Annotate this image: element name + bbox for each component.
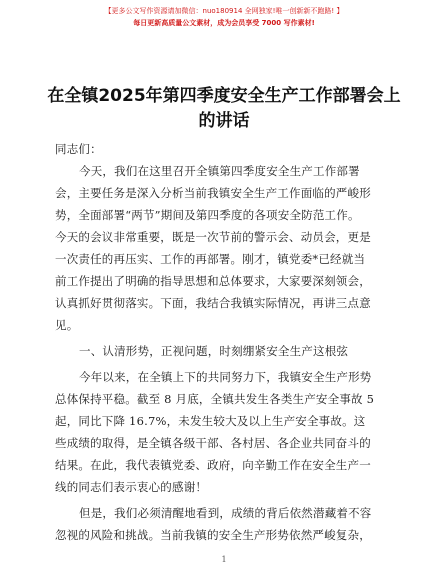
paragraph-2-line: 今年以来，在全镇上下的共同努力下，我镇安全生产形势	[79, 370, 372, 384]
paragraph-1-line: 今天的会议非常重要，既是一次节前的警示会、动员会，更是	[55, 230, 371, 244]
paragraph-1-line: 前工作提出了明确的指导思想和总体要求，大家要深刻领会，	[55, 274, 371, 288]
paragraph-1-line: 见。	[55, 318, 79, 332]
paragraph-1-line: 会，主要任务是深入分析当前我镇安全生产工作面临的严峻形	[55, 186, 371, 200]
promo-banner-line-2: 每日更新高质量公文素材，成为会员享受 7000 写作素材!	[133, 19, 315, 27]
section-heading: 一、认清形势，正视问题，时刻绷紧安全生产这根弦	[79, 344, 349, 358]
page-number: 1	[221, 555, 227, 564]
paragraph-1-line: 势，全面部署“两节”期间及第四季度的各项安全防范工作。	[55, 208, 360, 222]
paragraph-1-line: 今天，我们在这里召开全镇第四季度安全生产工作部署	[79, 164, 360, 178]
paragraph-3-line: 但是，我们必须清醒地看到，成绩的背后依然潜藏着不容	[79, 506, 372, 520]
paragraph-2-line: 起，同比下降 16.7%，未发生较大及以上生产安全事故。这	[55, 414, 366, 428]
paragraph-3-line: 忽视的风险和挑战。当前我镇的安全生产形势依然严峻复杂，	[55, 528, 371, 542]
salutation: 同志们：	[55, 142, 102, 156]
title-line-2: 的讲话	[198, 111, 250, 131]
paragraph-2-line: 些成绩的取得，是全镇各级干部、各村居、各企业共同奋斗的	[55, 436, 371, 450]
paragraph-1-line: 一次责任的再压实、工作的再部署。刚才，镇党委*已经就当	[55, 252, 366, 266]
document-body	[55, 0, 395, 580]
paragraph-1-line: 认真抓好贯彻落实。下面，我结合我镇实际情况，再讲三点意	[55, 296, 371, 310]
paragraph-2-line: 线的同志们表示衷心的感谢！	[55, 480, 208, 494]
title-line-1: 在全镇2025年第四季度安全生产工作部署会上	[47, 86, 401, 106]
paragraph-2-line: 总体保持平稳。截至 8 月底，全镇共发生各类生产安全事故 5	[55, 392, 375, 406]
paragraph-2-line: 结果。在此，我代表镇党委、政府，向辛勤工作在安全生产一	[55, 458, 371, 472]
promo-banner-line-1: 【更多公文写作资源请加微信：nuo180914 全网独家!唯一创新新不跑路! 】	[104, 7, 344, 15]
